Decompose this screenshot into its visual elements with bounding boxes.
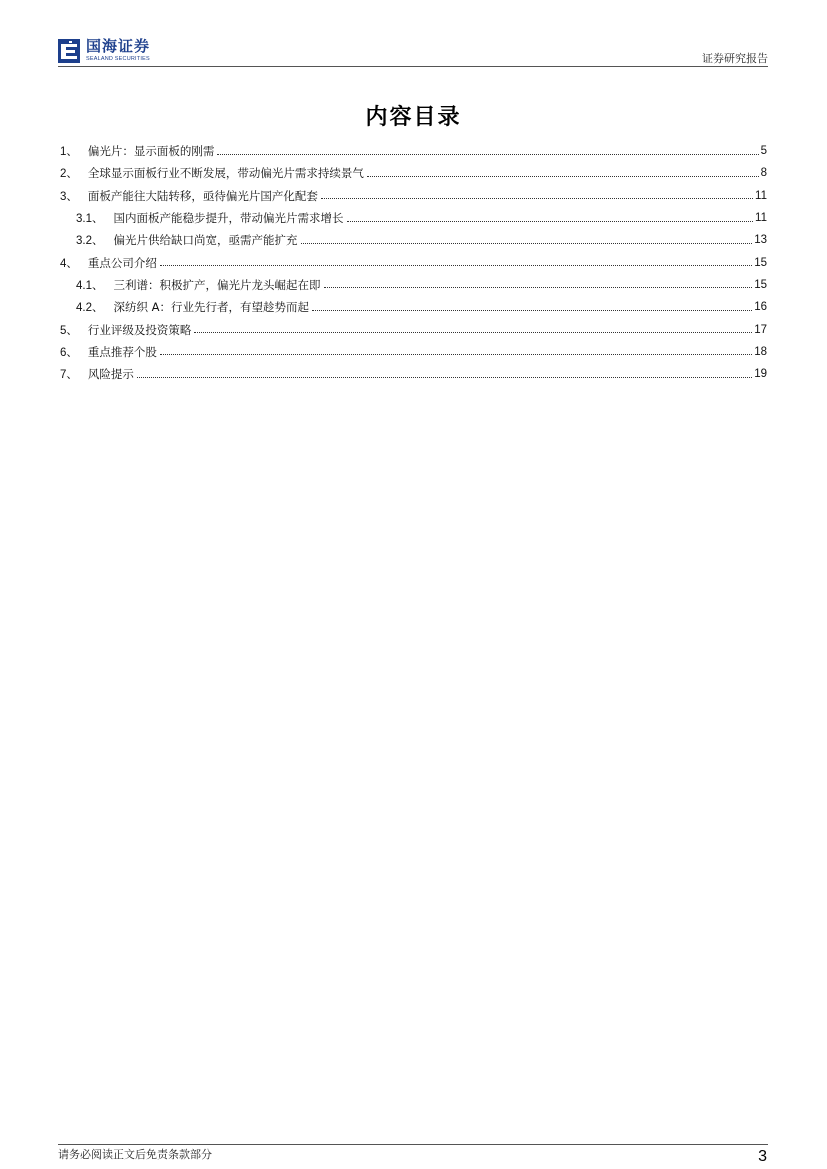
toc-entry-number: 3.1、 (76, 213, 104, 226)
toc-entry-page: 13 (754, 234, 767, 247)
toc-dot-leader (324, 287, 753, 288)
toc-entry[interactable] (60, 318, 767, 340)
toc-entry-number: 5、 (60, 324, 78, 337)
toc-entry-number: 4.2、 (76, 302, 104, 315)
toc-entry-page: 16 (754, 301, 767, 314)
toc-entry-text: 国内面板产能稳步提升，带动偏光片需求增长 (113, 211, 344, 226)
toc-title: 内容目录 (365, 105, 462, 130)
page-header (58, 36, 768, 66)
logo-text (86, 39, 150, 63)
toc-dot-leader (367, 176, 759, 177)
toc-dot-leader (312, 310, 752, 311)
toc-entry-page: 5 (760, 145, 767, 158)
toc-entry-number: 4.1、 (76, 279, 104, 292)
toc-entry-page: 15 (754, 256, 767, 269)
report-type-label: 证券研究报告 (702, 52, 768, 65)
toc-entry-text: 风险提示 (87, 367, 134, 382)
toc-entry-text: 面板产能往大陆转移，亟待偏光片国产化配套 (87, 188, 318, 203)
logo-chinese-name: 国海证券 (86, 37, 151, 56)
toc-entry[interactable] (60, 140, 767, 162)
toc-dot-leader (160, 354, 752, 355)
toc-entry-text: 重点公司介绍 (87, 255, 157, 270)
toc-entry[interactable] (60, 296, 767, 318)
toc-entry-page: 19 (754, 368, 767, 381)
toc-entry[interactable] (60, 341, 767, 363)
toc-entry[interactable] (60, 185, 767, 207)
header-divider (58, 66, 768, 67)
toc-entry[interactable] (60, 207, 767, 229)
toc-entry[interactable] (60, 162, 767, 184)
company-logo (58, 36, 150, 66)
toc-entry-page: 15 (754, 278, 767, 291)
toc-entry-number: 6、 (60, 346, 78, 359)
toc-entry-number: 3、 (60, 190, 78, 203)
toc-entry-page: 8 (760, 167, 767, 180)
toc-entry-page: 11 (755, 212, 767, 225)
toc-entry-page: 11 (755, 189, 767, 202)
logo-english-name: SEALAND SECURITIES (86, 56, 150, 63)
toc-entry-text: 全球显示面板行业不断发展，带动偏光片需求持续景气 (87, 166, 364, 181)
toc-entry[interactable] (60, 274, 767, 296)
toc-entry-number: 4、 (60, 257, 78, 270)
table-of-contents (60, 140, 767, 385)
toc-dot-leader (321, 198, 753, 199)
toc-entry-text: 行业评级及投资策略 (87, 322, 192, 337)
toc-dot-leader (347, 221, 754, 222)
toc-entry-number: 3.2、 (76, 235, 104, 248)
sealand-logo-icon (58, 39, 80, 63)
toc-dot-leader (301, 243, 753, 244)
toc-dot-leader (137, 377, 752, 378)
toc-entry-page: 18 (754, 345, 767, 358)
toc-dot-leader (194, 332, 752, 333)
toc-entry[interactable] (60, 229, 767, 251)
toc-entry-number: 1、 (60, 146, 78, 159)
footer-disclaimer: 请务必阅读正文后免责条款部分 (58, 1148, 212, 1161)
toc-entry-number: 2、 (60, 168, 78, 181)
footer-divider (58, 1144, 768, 1145)
toc-dot-leader (217, 154, 758, 155)
toc-dot-leader (160, 265, 752, 266)
toc-entry[interactable] (60, 251, 767, 273)
toc-entry[interactable] (60, 363, 767, 385)
toc-entry-text: 偏光片：显示面板的刚需 (87, 144, 215, 159)
toc-entry-text: 重点推荐个股 (87, 344, 157, 359)
page-number: 3 (758, 1148, 767, 1165)
toc-entry-page: 17 (754, 323, 767, 336)
toc-entry-text: 三利谱：积极扩产，偏光片龙头崛起在即 (113, 277, 321, 292)
toc-entry-text: 深纺织 A：行业先行者，有望趁势而起 (113, 300, 310, 315)
toc-entry-text: 偏光片供给缺口尚宽，亟需产能扩充 (113, 233, 298, 248)
toc-entry-number: 7、 (60, 369, 78, 382)
